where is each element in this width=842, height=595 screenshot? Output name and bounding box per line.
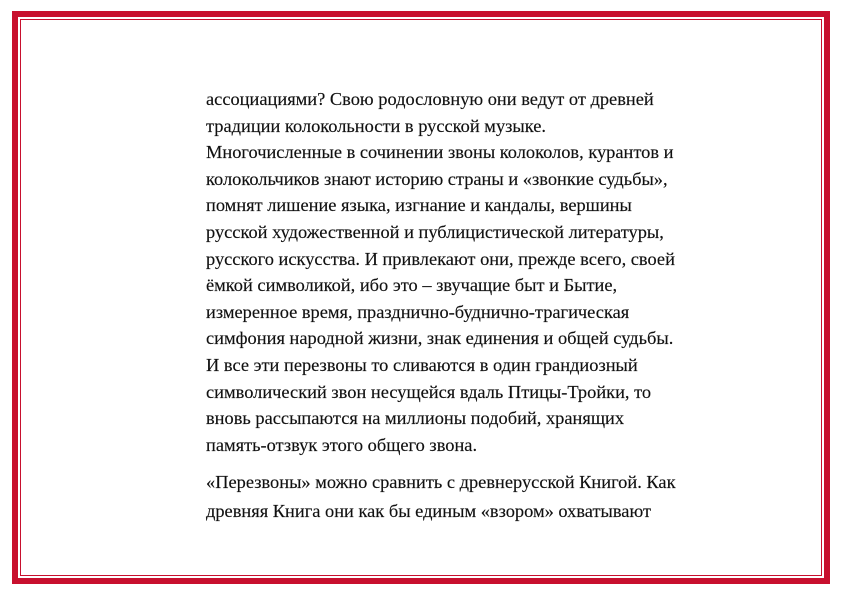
text-line: вновь рассыпаются на миллионы подобий, хранящих [206,408,625,429]
text-line: Многочисленные в сочинении звоны колоколов, курантов и [206,142,674,163]
text-line: симфония народной жизни, знак единения и общей судьбы. [206,328,674,349]
text-line: русской художественной и публицистической литературы, [206,221,664,242]
paragraph-1 [206,86,736,458]
text-line: память-отзвук этого общего звона. [206,434,478,455]
paragraph-2 [206,468,736,525]
text-line: древняя Книга они как бы единым «взором» охватывают [206,500,651,521]
text-line: русского искусства. И привлекают они, прежде всего, своей [206,248,675,269]
text-line: колокольчиков знают историю страны и «звонкие судьбы», [206,168,668,189]
text-line: измеренное время, празднично-буднично-трагическая [206,301,630,322]
text-line: ассоциациями? Свою родословную они ведут от древней [206,89,654,109]
text-line: символический звон несущейся вдаль Птицы-Тройки, то [206,381,652,402]
text-line: «Перезвоны» можно сравнить с древнерусской Книгой. Как [206,472,676,493]
text-line: И все эти перезвоны то сливаются в один грандиозный [206,354,638,375]
text-line: помнят лишение языка, изгнание и кандалы, вершины [206,195,632,216]
text-line: ёмкой символикой, ибо это – звучащие быт и Бытие, [206,275,618,296]
text-line: традиции колокольности в русской музыке. [206,115,547,136]
document-text [206,86,736,525]
